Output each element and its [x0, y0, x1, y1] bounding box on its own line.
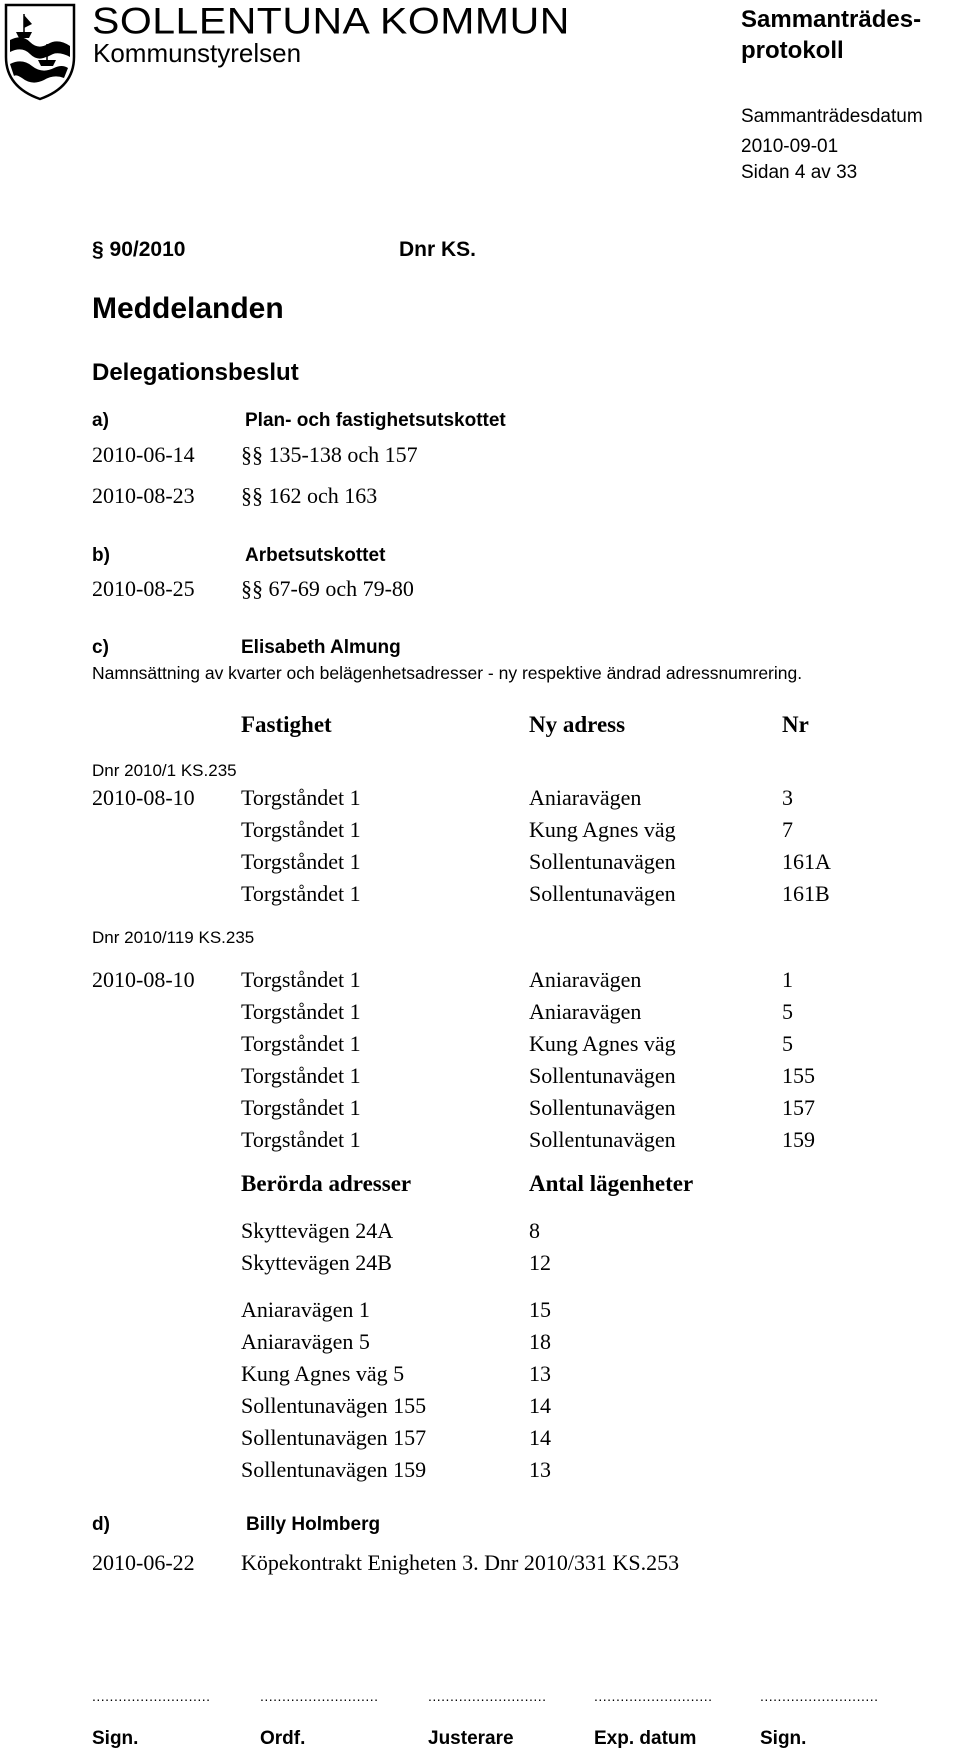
organization-name: SOLLENTUNA KOMMUN [92, 0, 570, 42]
meeting-date: 2010-09-01 [741, 136, 839, 157]
apartment-count: 8 [529, 1218, 540, 1243]
item-a-heading: Plan- och fastighetsutskottet [245, 410, 506, 431]
address-row [0, 785, 960, 815]
affected-address-row [0, 1425, 960, 1455]
row-fastighet: Torgståndet 1 [241, 999, 361, 1024]
signature-label: Sign. [92, 1728, 139, 1749]
diary-number: Dnr KS. [399, 238, 477, 261]
item-a-row [0, 442, 960, 472]
organization-department: Kommunstyrelsen [93, 38, 302, 68]
page-title: Meddelanden [92, 292, 284, 325]
row-number: 157 [782, 1095, 815, 1120]
affected-address: Aniaravägen 5 [241, 1329, 370, 1354]
row-fastighet: Torgståndet 1 [241, 967, 361, 992]
address-row [0, 881, 960, 911]
apartment-count: 12 [529, 1250, 551, 1275]
item-c-description: Namnsättning av kvarter och belägenhetsadresser - ny respektive ändrad adressnumrering. [92, 663, 803, 683]
apartment-count: 15 [529, 1297, 551, 1322]
paragraph-number-value: 90/2010 [109, 238, 186, 261]
row-address: Sollentunavägen [529, 1127, 676, 1152]
column-header-ny-adress: Ny adress [529, 712, 626, 737]
affected-address-row [0, 1297, 960, 1327]
affected-address: Sollentunavägen 155 [241, 1393, 427, 1418]
affected-address: Kung Agnes väg 5 [241, 1361, 405, 1386]
signature-label: Justerare [428, 1728, 514, 1749]
apartment-count: 14 [529, 1425, 551, 1450]
item-d-letter: d) [92, 1514, 110, 1535]
affected-address: Aniaravägen 1 [241, 1297, 370, 1322]
group2-dnr: Dnr 2010/119 KS.235 [92, 928, 255, 947]
document-type-line2: protokoll [741, 37, 844, 64]
item-b-date: 2010-08-25 [92, 576, 195, 601]
row-number: 5 [782, 999, 793, 1024]
document-type-line1: Sammanträdes- [741, 6, 922, 33]
row-number: 159 [782, 1127, 815, 1152]
item-b-row [0, 576, 960, 606]
item-a-date: 2010-06-14 [92, 442, 195, 467]
section-subtitle: Delegationsbeslut [92, 359, 299, 386]
item-b-letter: b) [92, 545, 110, 566]
row-number: 161B [782, 881, 830, 906]
row-fastighet: Torgståndet 1 [241, 817, 361, 842]
address-row [0, 1031, 960, 1061]
group1-dnr: Dnr 2010/1 KS.235 [92, 761, 237, 780]
signature-line: ........................... [92, 1688, 211, 1704]
signature-line: ........................... [428, 1688, 547, 1704]
affected-address: Sollentunavägen 159 [241, 1457, 427, 1482]
row-address: Kung Agnes väg [529, 817, 676, 842]
apartment-count: 13 [529, 1457, 551, 1482]
item-c-heading: Elisabeth Almung [241, 637, 401, 658]
column-header-fastighet: Fastighet [241, 712, 332, 737]
row-fastighet: Torgståndet 1 [241, 785, 361, 810]
affected-header-addresses: Berörda adresser [241, 1171, 412, 1196]
address-row [0, 849, 960, 879]
row-number: 5 [782, 1031, 793, 1056]
row-fastighet: Torgståndet 1 [241, 1127, 361, 1152]
item-c-letter: c) [92, 637, 109, 658]
signature-line: ........................... [594, 1688, 713, 1704]
affected-address-row [0, 1250, 960, 1280]
signature-label: Ordf. [260, 1728, 306, 1749]
item-a-text: §§ 162 och 163 [241, 483, 378, 508]
item-d-heading: Billy Holmberg [246, 1514, 381, 1535]
row-address: Sollentunavägen [529, 1095, 676, 1120]
row-address: Aniaravägen [529, 785, 642, 810]
row-fastighet: Torgståndet 1 [241, 881, 361, 906]
affected-address-row [0, 1218, 960, 1248]
row-number: 7 [782, 817, 793, 842]
item-a-date: 2010-08-23 [92, 483, 195, 508]
page-number: Sidan 4 av 33 [741, 162, 858, 183]
paragraph-number: § 90/2010 [92, 238, 186, 261]
row-number: 161A [782, 849, 831, 874]
apartment-count: 18 [529, 1329, 551, 1354]
item-a-row [0, 483, 960, 513]
affected-address-row [0, 1457, 960, 1487]
item-d-row [0, 1550, 960, 1580]
affected-address-row [0, 1361, 960, 1391]
row-address: Sollentunavägen [529, 849, 676, 874]
address-row [0, 1127, 960, 1157]
meeting-date-label: Sammanträdesdatum [741, 106, 923, 127]
row-number: 1 [782, 967, 793, 992]
item-a-letter: a) [92, 410, 109, 431]
row-date: 2010-08-10 [92, 785, 195, 810]
column-header-nr: Nr [782, 712, 809, 737]
item-d-text: Köpekontrakt Enigheten 3. Dnr 2010/331 KS.253 [241, 1550, 680, 1575]
address-row [0, 967, 960, 997]
apartment-count: 14 [529, 1393, 551, 1418]
signature-line: ........................... [260, 1688, 379, 1704]
row-number: 155 [782, 1063, 815, 1088]
address-row [0, 1095, 960, 1125]
signature-label: Exp. datum [594, 1728, 697, 1749]
item-d-date: 2010-06-22 [92, 1550, 195, 1575]
row-fastighet: Torgståndet 1 [241, 1063, 361, 1088]
affected-header-count: Antal lägenheter [529, 1171, 694, 1196]
address-row [0, 999, 960, 1029]
row-fastighet: Torgståndet 1 [241, 1031, 361, 1056]
signature-line: ........................... [760, 1688, 879, 1704]
address-row [0, 817, 960, 847]
apartment-count: 13 [529, 1361, 551, 1386]
affected-address: Sollentunavägen 157 [241, 1425, 427, 1450]
item-a-text: §§ 135-138 och 157 [241, 442, 418, 467]
row-fastighet: Torgståndet 1 [241, 1095, 361, 1120]
signature-label: Sign. [760, 1728, 807, 1749]
address-row [0, 1063, 960, 1093]
item-b-text: §§ 67-69 och 79-80 [241, 576, 414, 601]
row-date: 2010-08-10 [92, 967, 195, 992]
affected-address-row [0, 1329, 960, 1359]
row-address: Sollentunavägen [529, 881, 676, 906]
row-address: Aniaravägen [529, 999, 642, 1024]
affected-address: Skyttevägen 24A [241, 1218, 394, 1243]
item-b-heading: Arbetsutskottet [245, 545, 386, 566]
row-address: Sollentunavägen [529, 1063, 676, 1088]
municipality-crest-icon [2, 2, 78, 102]
row-number: 3 [782, 785, 793, 810]
affected-address: Skyttevägen 24B [241, 1250, 392, 1275]
row-address: Kung Agnes väg [529, 1031, 676, 1056]
row-address: Aniaravägen [529, 967, 642, 992]
row-fastighet: Torgståndet 1 [241, 849, 361, 874]
affected-address-row [0, 1393, 960, 1423]
